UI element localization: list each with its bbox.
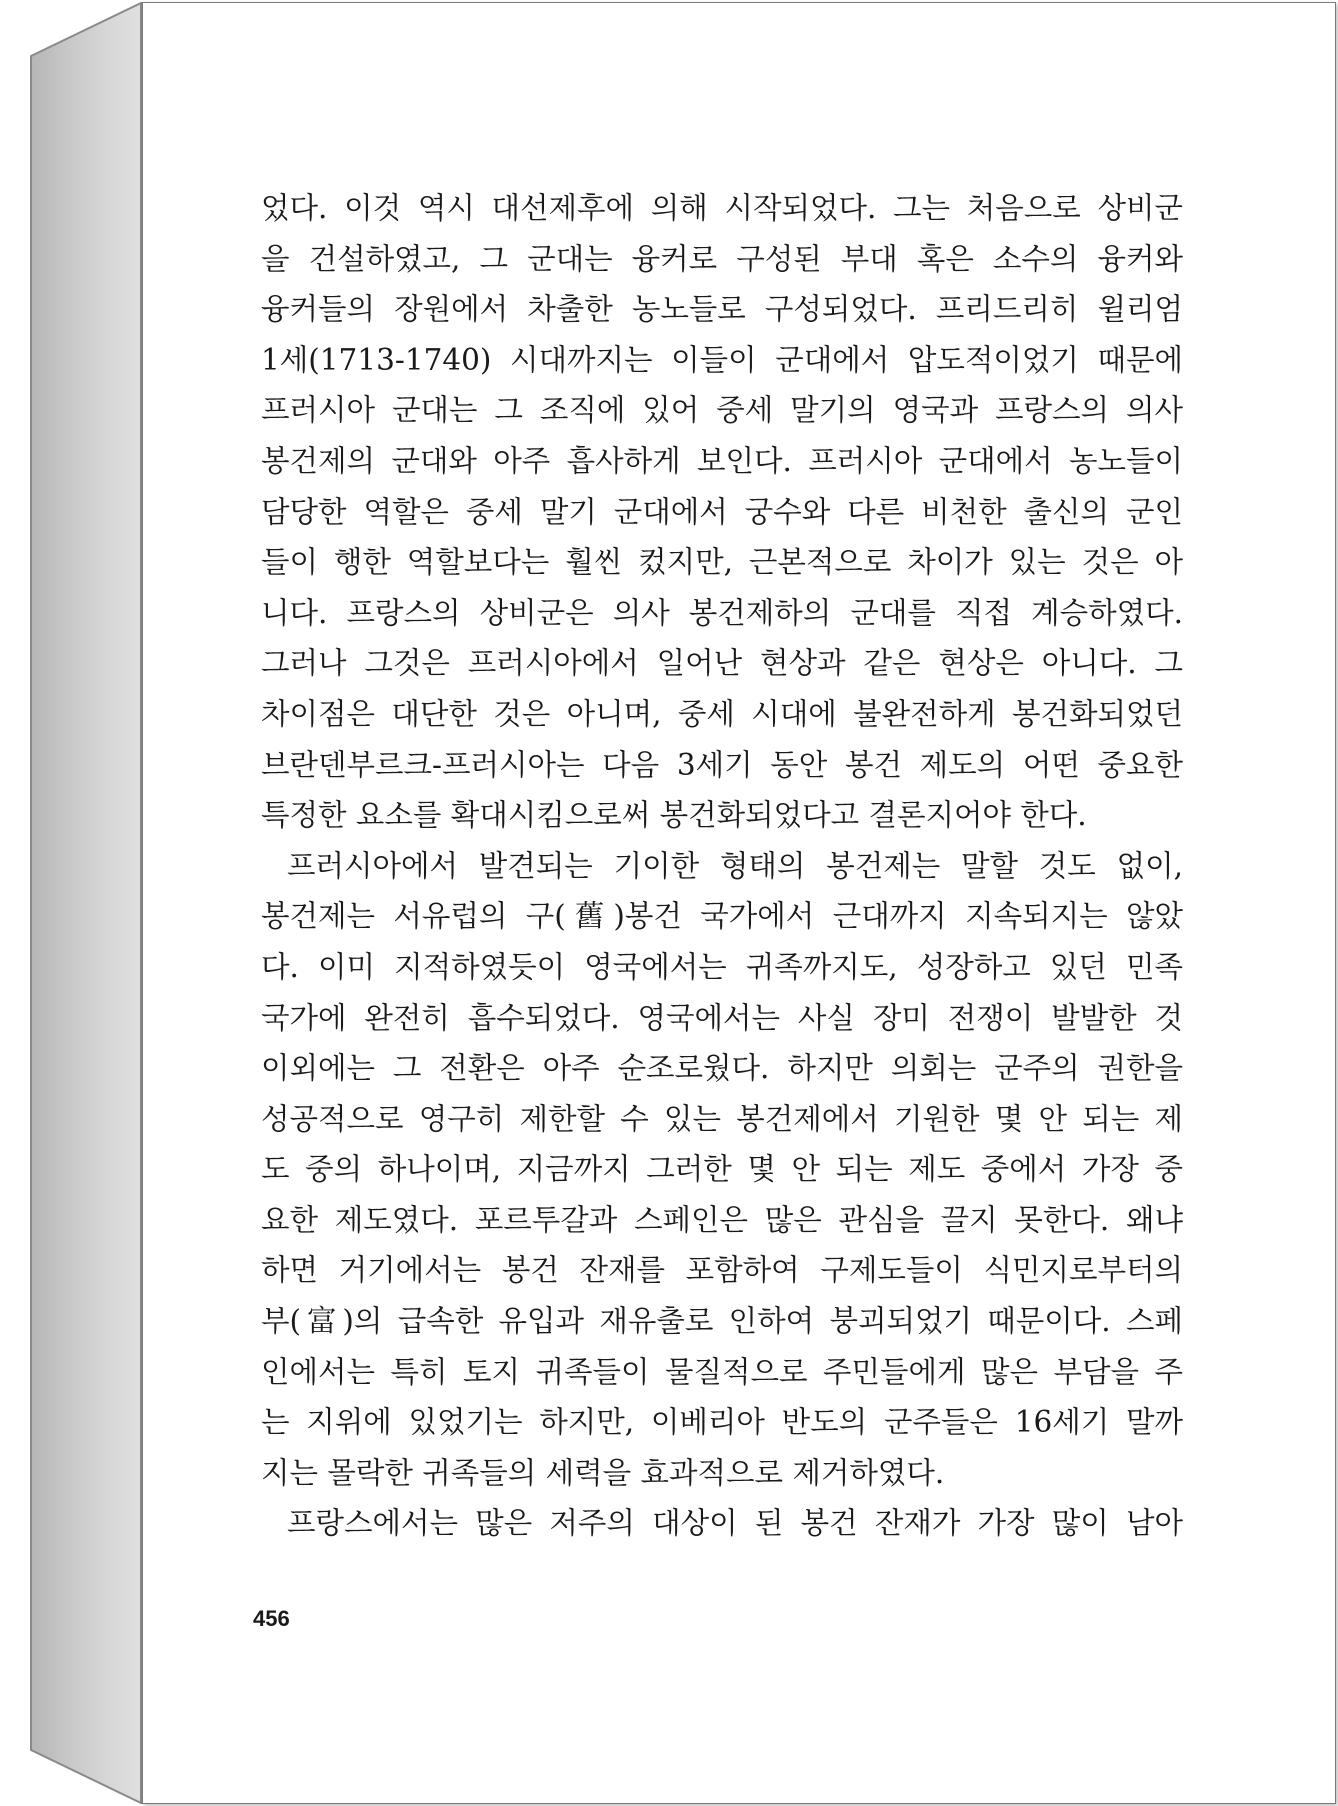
text-line: 브란덴부르크-프러시아는 다음 3세기 동안 봉건 제도의 어떤 중요한 — [261, 747, 1183, 782]
text-line: 이외에는 그 전환은 아주 순조로웠다. 하지만 의회는 군주의 권한을 — [261, 1051, 1183, 1086]
text-line: 1세(1713-1740) 시대까지는 이들이 군대에서 압도적이었기 때문에 — [261, 342, 1183, 377]
text-line: 차이점은 대단한 것은 아니며, 중세 시대에 불완전하게 봉건화되었던 — [261, 696, 1183, 731]
text-line: 다. 이미 지적하였듯이 영국에서는 귀족까지도, 성장하고 있던 민족 — [261, 949, 1183, 984]
text-line: 프러시아 군대는 그 조직에 있어 중세 말기의 영국과 프랑스의 의사 — [261, 393, 1183, 428]
text-line: 니다. 프랑스의 상비군은 의사 봉건제하의 군대를 직접 계승하였다. — [261, 595, 1183, 630]
book-spine — [30, 2, 142, 1804]
book-page — [142, 2, 1336, 1804]
text-line: 프랑스에서는 많은 저주의 대상이 된 봉건 잔재가 가장 많이 남아 — [287, 1506, 1183, 1541]
text-line: 도 중의 하나이며, 지금까지 그러한 몇 안 되는 제도 중에서 가장 중 — [261, 1152, 1183, 1187]
text-line: 는 지위에 있었기는 하지만, 이베리아 반도의 군주들은 16세기 말까 — [261, 1405, 1183, 1440]
text-line: 지는 몰락한 귀족들의 세력을 효과적으로 제거하였다. — [261, 1455, 945, 1490]
body-text — [261, 183, 1183, 1549]
text-line: 요한 제도였다. 포르투갈과 스페인은 많은 관심을 끌지 못한다. 왜냐 — [261, 1202, 1183, 1237]
text-line: 봉건제의 군대와 아주 흡사하게 보인다. 프러시아 군대에서 농노들이 — [261, 443, 1183, 478]
text-line: 그러나 그것은 프러시아에서 일어난 현상과 같은 현상은 아니다. 그 — [261, 646, 1183, 681]
text-line: 을 건설하였고, 그 군대는 융커로 구성된 부대 혹은 소수의 융커와 — [261, 241, 1183, 276]
text-line: 부(富)의 급속한 유입과 재유출로 인하여 붕괴되었기 때문이다. 스페 — [261, 1304, 1183, 1339]
text-line: 하면 거기에서는 봉건 잔재를 포함하여 구제도들이 식민지로부터의 — [261, 1253, 1183, 1288]
text-line: 성공적으로 영구히 제한할 수 있는 봉건제에서 기원한 몇 안 되는 제 — [261, 1101, 1183, 1136]
text-line: 프러시아에서 발견되는 기이한 형태의 봉건제는 말할 것도 없이, — [287, 848, 1183, 883]
text-line: 담당한 역할은 중세 말기 군대에서 궁수와 다른 비천한 출신의 군인 — [261, 494, 1183, 529]
text-line: 국가에 완전히 흡수되었다. 영국에서는 사실 장미 전쟁이 발발한 것 — [261, 1000, 1183, 1035]
text-line: 들이 행한 역할보다는 훨씬 컸지만, 근본적으로 차이가 있는 것은 아 — [261, 545, 1183, 580]
text-line: 었다. 이것 역시 대선제후에 의해 시작되었다. 그는 처음으로 상비군 — [261, 191, 1183, 225]
text-line: 봉건제는 서유럽의 구(舊)봉건 국가에서 근대까지 지속되지는 않았 — [261, 899, 1183, 934]
text-line: 인에서는 특히 토지 귀족들이 물질적으로 주민들에게 많은 부담을 주 — [261, 1354, 1183, 1389]
text-line: 융커들의 장원에서 차출한 농노들로 구성되었다. 프리드리히 윌리엄 — [261, 292, 1183, 327]
text-line: 특정한 요소를 확대시킴으로써 봉건화되었다고 결론지어야 한다. — [261, 798, 1087, 833]
page-number: 456 — [253, 1606, 290, 1631]
